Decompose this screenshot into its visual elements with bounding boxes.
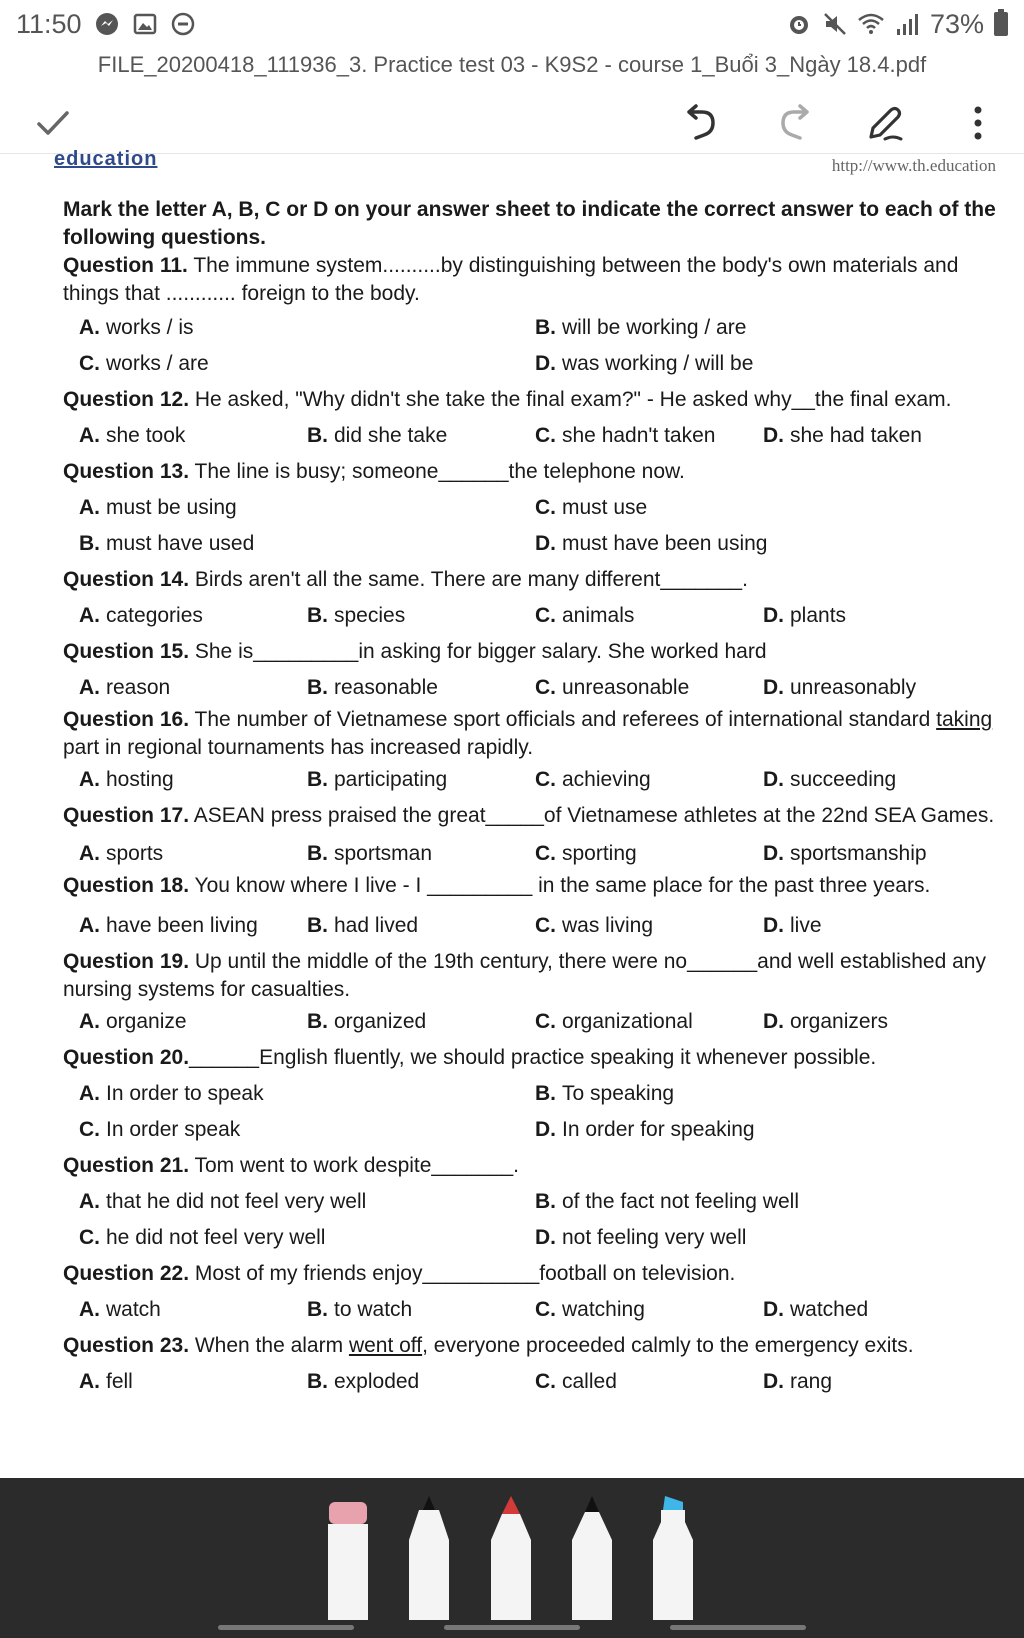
option-b: B. organized (307, 1010, 427, 1033)
nav-handle-right (670, 1625, 806, 1630)
option-d: D. unreasonably (763, 676, 917, 699)
option-d: D. organizers (763, 1010, 889, 1033)
option-b: B. will be working / are (535, 316, 747, 339)
option-d: D. sportsmanship (763, 842, 927, 865)
pen-icon (863, 101, 907, 145)
pen-tool-red[interactable] (491, 1496, 531, 1620)
option-a: A. watch (79, 1298, 161, 1321)
highlighter-icon (653, 1496, 693, 1620)
check-icon (33, 103, 73, 143)
question-16: Question 16. The number of Vietnamese sport officials and referees of international standard taking part in regional tournaments has increased rapidly. A. hosting B. participating C. achieving D. succeeding (63, 706, 1003, 798)
wifi-icon (858, 11, 884, 37)
option-d: D. plants (763, 604, 847, 627)
question-13: Question 13. The line is busy; someone______the telephone now. A. must be using C. must use B. must have used D. must have been using (63, 454, 1003, 562)
more-vertical-icon (968, 103, 988, 143)
highlighter-tool[interactable] (653, 1496, 693, 1620)
pencil-icon (572, 1496, 612, 1620)
option-b: B. reasonable (307, 676, 438, 699)
eraser-icon (328, 1502, 368, 1620)
option-b: B. had lived (307, 914, 419, 937)
signal-icon (894, 11, 920, 37)
gallery-icon (132, 11, 158, 37)
pen-tool-black[interactable] (409, 1496, 449, 1620)
pen-red-icon (491, 1496, 531, 1620)
option-c: C. In order speak (79, 1118, 241, 1141)
option-d: D. succeeding (763, 768, 897, 791)
page-logo: education (54, 148, 158, 170)
option-d: D. not feeling very well (535, 1226, 747, 1249)
option-a: A. she took (79, 424, 186, 447)
option-d: D. was working / will be (535, 352, 754, 375)
underlined-word: taking (936, 708, 993, 731)
status-bar (0, 0, 1024, 48)
pen-black-icon (409, 1496, 449, 1620)
option-b: B. participating (307, 768, 448, 791)
redo-icon (774, 102, 816, 144)
option-d: D. In order for speaking (535, 1118, 755, 1141)
option-d: D. live (763, 914, 822, 937)
status-time: 11:50 (16, 8, 82, 39)
question-23: Question 23. When the alarm went off, everyone proceeded calmly to the emergency exits. A. fell B. exploded C. called D. rang (63, 1328, 1003, 1400)
option-c: C. sporting (535, 842, 637, 865)
option-b: B. To speaking (535, 1082, 675, 1105)
option-b: B. to watch (307, 1298, 413, 1321)
question-21: Question 21. Tom went to work despite_______. A. that he did not feel very well B. of the fact not feeling well C. he did not feel very well D. not feeling very well (63, 1148, 1003, 1256)
question-17: Question 17. ASEAN press praised the great_____of Vietnamese athletes at the 22nd SEA Games. A. sports B. sportsman C. sporting D. sportsmanship (63, 798, 1003, 872)
undo-button[interactable] (676, 98, 726, 148)
page-url: http://www.th.education (831, 156, 996, 175)
option-c: C. he did not feel very well (79, 1226, 326, 1249)
done-button[interactable] (28, 98, 78, 148)
question-14: Question 14. Birds aren't all the same. There are many different_______. A. categories B. species C. animals D. plants (63, 562, 1003, 634)
option-d: D. she had taken (763, 424, 922, 447)
battery-icon (994, 12, 1008, 36)
battery-percent: 73% (929, 8, 984, 39)
editor-toolbar (0, 92, 1024, 154)
pen-tool-black-2[interactable] (572, 1496, 612, 1620)
mute-icon (822, 11, 848, 37)
option-b: B. exploded (307, 1370, 420, 1393)
option-c: C. unreasonable (535, 676, 690, 699)
option-a: A. have been living (79, 914, 258, 937)
question-22: Question 22. Most of my friends enjoy__________football on television. A. watch B. to watch C. watching D. watched (63, 1256, 1003, 1328)
option-a: A. hosting (79, 768, 174, 791)
instruction-text: Mark the letter A, B, C or D on your answer sheet to indicate the correct answer to each of the following questions. (63, 198, 996, 249)
nav-handle-left (218, 1625, 354, 1630)
underlined-phrase: went off (348, 1334, 423, 1357)
undo-icon (680, 102, 722, 144)
question-12: Question 12. He asked, "Why didn't she take the final exam?" - He asked why__the final exam. A. she took B. did she take C. she hadn't taken D. she had taken (63, 382, 1003, 454)
option-c: C. watching (535, 1298, 645, 1321)
option-c: C. achieving (535, 768, 651, 791)
option-c: C. she hadn't taken (535, 424, 716, 447)
eraser-tool[interactable] (328, 1502, 368, 1620)
option-d: D. must have been using (535, 532, 768, 555)
question-15: Question 15. She is_________in asking for bigger salary. She worked hard A. reason B. reasonable C. unreasonable D. unreasonably (63, 634, 1003, 706)
nav-handle-center (444, 1625, 580, 1630)
option-a: A. sports (79, 842, 164, 865)
option-d: D. watched (763, 1298, 869, 1321)
option-a: A. that he did not feel very well (79, 1190, 367, 1213)
option-b: B. sportsman (307, 842, 433, 865)
questions-content (63, 196, 1003, 1400)
option-c: C. called (535, 1370, 617, 1393)
pen-tray (0, 1478, 1024, 1638)
option-a: A. reason (79, 676, 171, 699)
pen-settings-button[interactable] (860, 98, 910, 148)
question-11: Question 11. The immune system..........by distinguishing between the body's own materials and things that ............ foreign to the body. A. works / is B. will be working / are C. works / are D. was working / will be (63, 252, 1003, 382)
file-title: FILE_20200418_111936_3. Practice test 03 - K9S2 - course 1_Buổi 3_Ngày 18.4.pdf (97, 52, 927, 77)
option-c: C. animals (535, 604, 635, 627)
option-b: B. did she take (307, 424, 448, 447)
option-d: D. rang (763, 1370, 833, 1393)
question-18: Question 18. You know where I live - I _________ in the same place for the past three years. A. have been living B. had lived C. was living D. live (63, 872, 1003, 944)
pdf-page[interactable] (0, 148, 1024, 1476)
alarm-icon (786, 11, 812, 37)
option-a: A. organize (79, 1010, 187, 1033)
option-b: B. species (307, 604, 406, 627)
option-c: C. works / are (79, 352, 209, 375)
option-c: C. organizational (535, 1010, 693, 1033)
option-b: B. of the fact not feeling well (535, 1190, 799, 1213)
option-b: B. must have used (79, 532, 255, 555)
do-not-disturb-icon (170, 11, 196, 37)
option-a: A. In order to speak (79, 1082, 264, 1105)
more-options-button[interactable] (953, 98, 1003, 148)
question-19: Question 19. Up until the middle of the 19th century, there were no______and well established any nursing systems for casualties. A. organize B. organized C. organizational D. organizers (63, 944, 1003, 1040)
redo-button[interactable] (770, 98, 820, 148)
option-a: A. must be using (79, 496, 237, 519)
option-a: A. categories (79, 604, 203, 627)
option-a: A. fell (79, 1370, 133, 1393)
option-a: A. works / is (79, 316, 194, 339)
option-c: C. was living (535, 914, 654, 937)
messenger-icon (94, 11, 120, 37)
option-c: C. must use (535, 496, 648, 519)
question-20: Question 20.______English fluently, we should practice speaking it whenever possible. A. In order to speak B. To speaking C. In order speak D. In order for speaking (63, 1040, 1003, 1148)
